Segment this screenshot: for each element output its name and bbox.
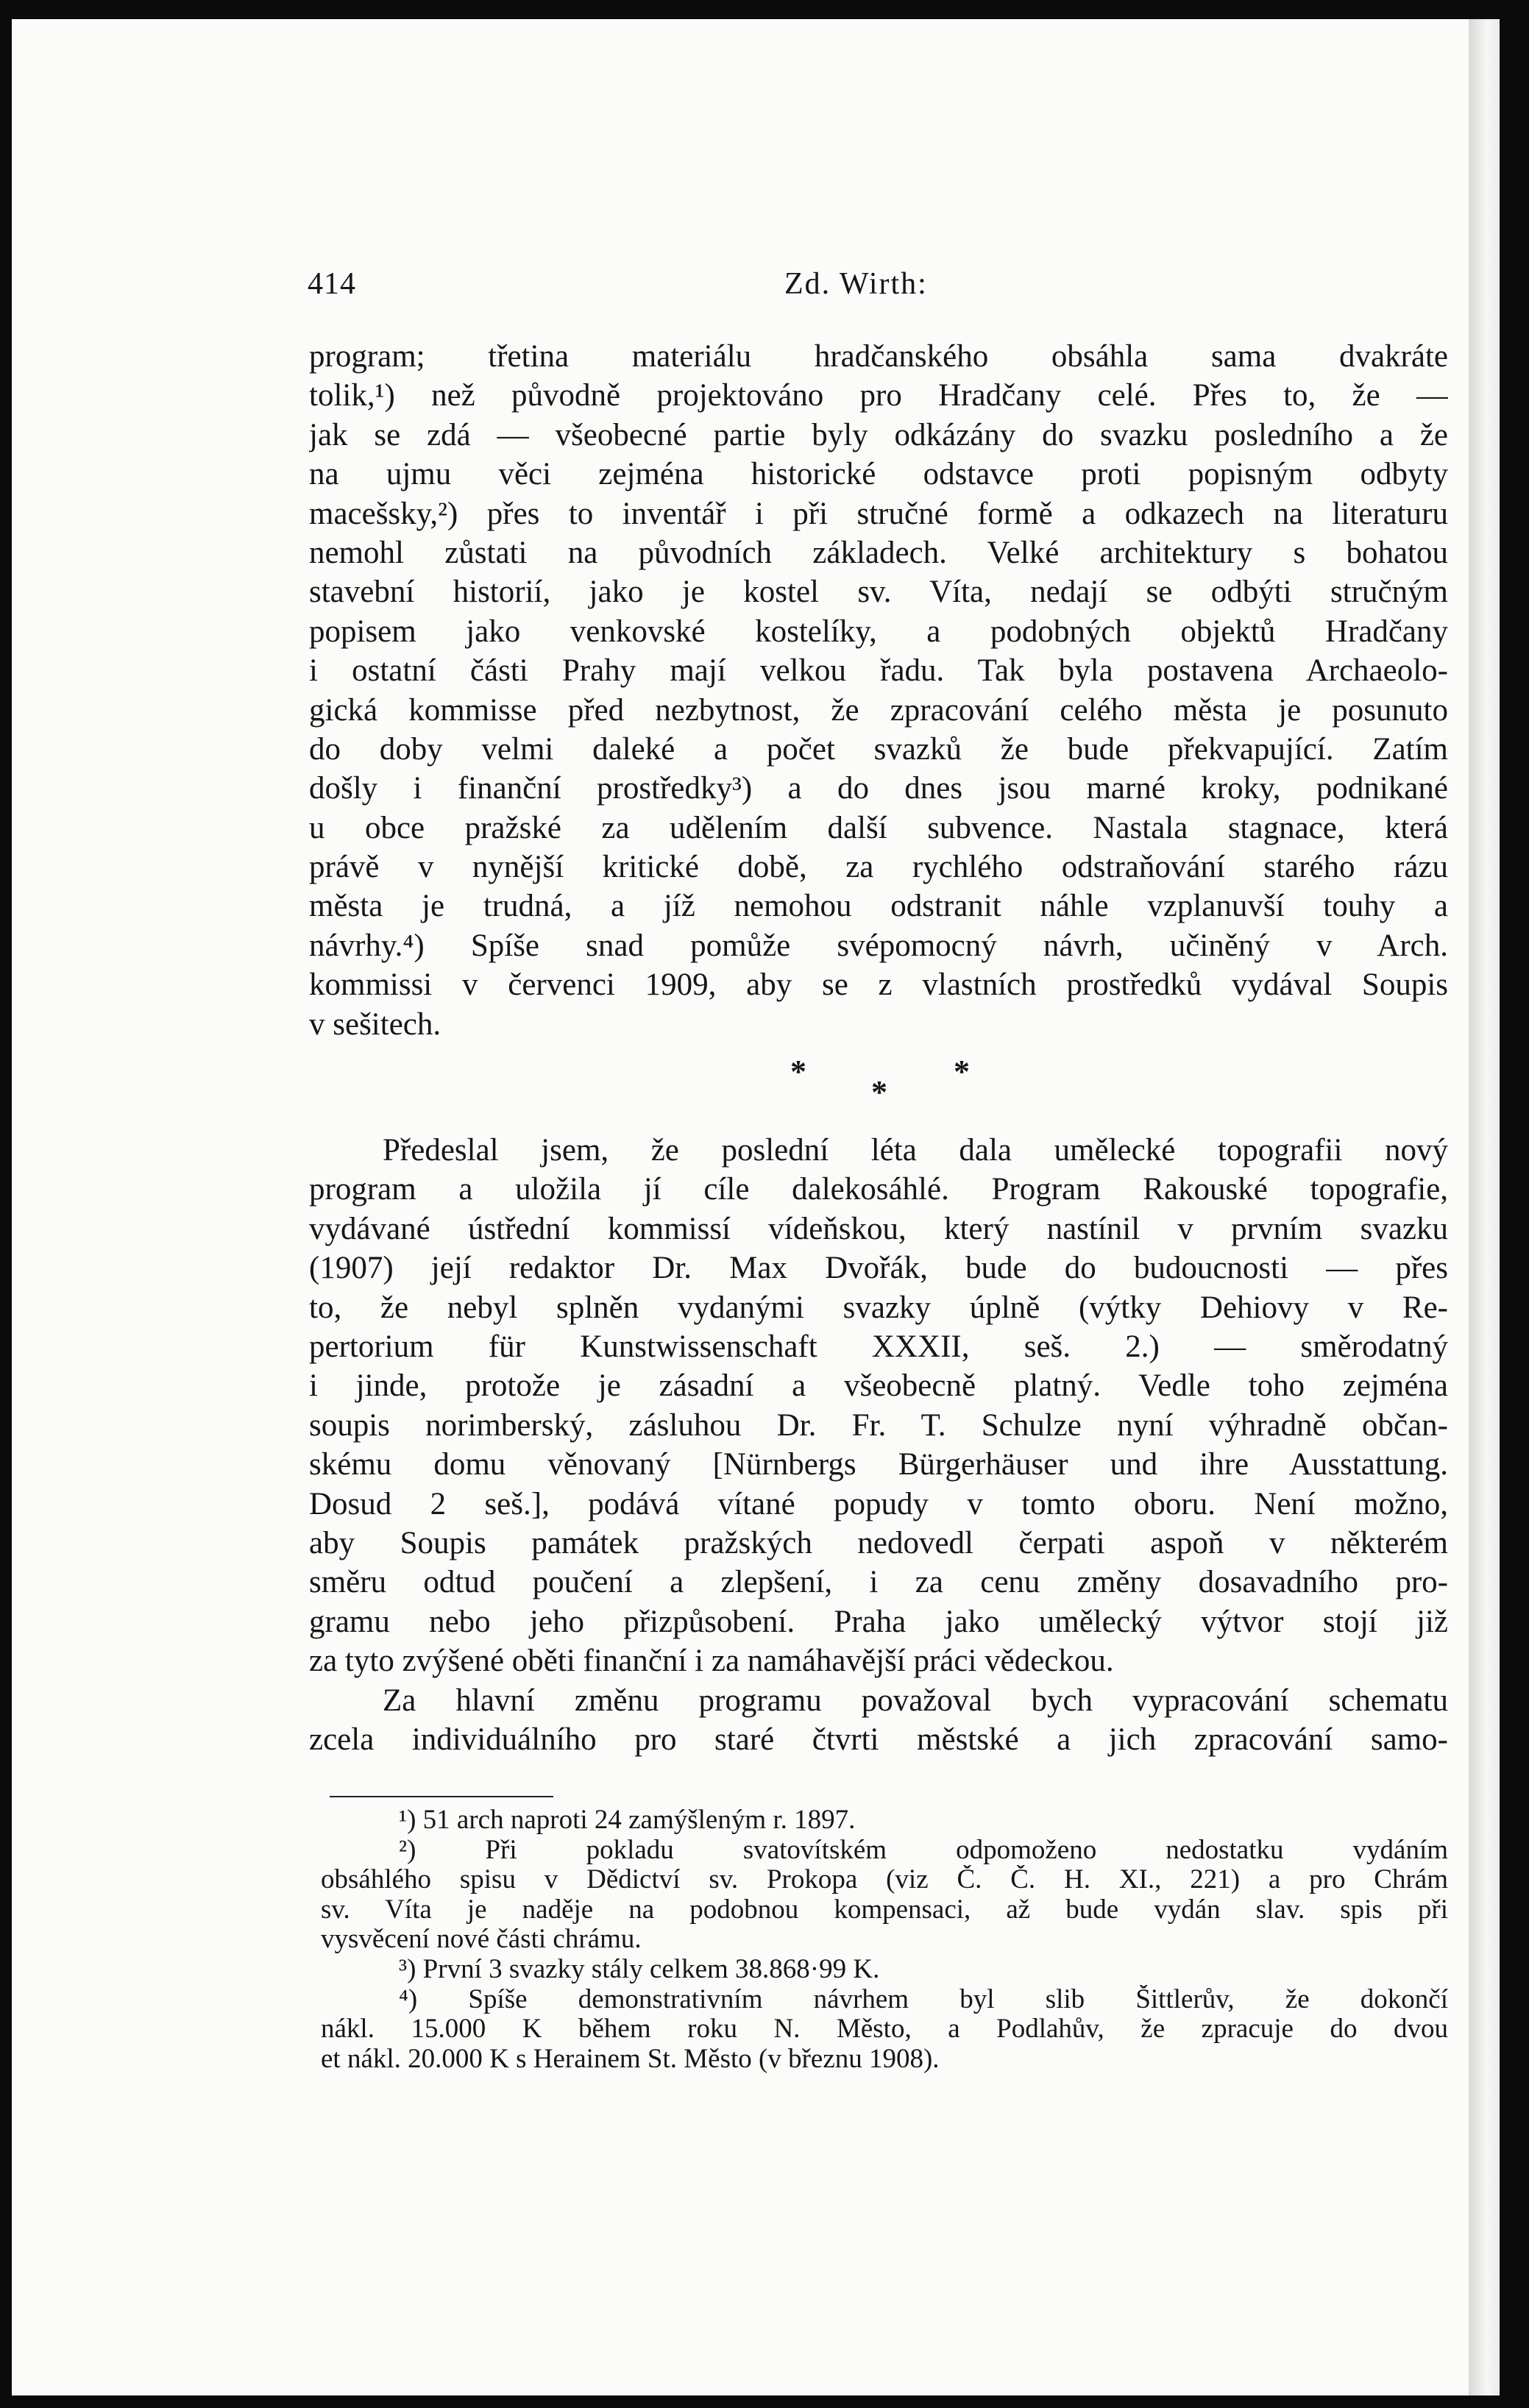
footnote-line: ¹) 51 arch naproti 24 zamýšleným r. 1897. bbox=[399, 1805, 856, 1835]
asterisk: * bbox=[790, 1054, 806, 1090]
text-line: popisem jako venkovské kostelíky, a podobných objektů Hradčany bbox=[309, 614, 1448, 649]
asterisk: * bbox=[871, 1074, 887, 1111]
text-line: gramu nebo jeho přizpůsobení. Praha jako umělecký výtvor stojí již bbox=[309, 1604, 1448, 1639]
footnote-line: ²) Při pokladu svatovítském odpomoženo nedostatku vydáním bbox=[399, 1835, 1448, 1865]
page-edge bbox=[1469, 19, 1500, 2395]
text-line: to, že nebyl splněn vydanými svazky úplně (výtky Dehiovy v Re- bbox=[309, 1290, 1448, 1325]
text-line: (1907) její redaktor Dr. Max Dvořák, bude do budoucnosti — přes bbox=[309, 1251, 1448, 1286]
text-line: návrhy.⁴) Spíše snad pomůže svépomocný návrh, učiněný v Arch. bbox=[309, 928, 1448, 963]
text-line: došly i finanční prostředky³) a do dnes jsou marné kroky, podnikané bbox=[309, 771, 1448, 806]
text-line: tolik,¹) než původně projektováno pro Hradčany celé. Přes to, že — bbox=[309, 378, 1448, 413]
text-line: pertorium für Kunstwissenschaft XXXII, seš. 2.) — směrodatný bbox=[309, 1329, 1448, 1364]
text-line: aby Soupis památek pražských nedovedl čerpati aspoň v některém bbox=[309, 1525, 1448, 1560]
page-header bbox=[12, 266, 1500, 310]
text-line: vydávané ústřední kommissí vídeňskou, který nastínil v prvním svazku bbox=[309, 1211, 1448, 1246]
page-number: 414 bbox=[308, 267, 356, 301]
footnote-line: ⁴) Spíše demonstrativním návrhem byl slib Šittlerův, že dokončí bbox=[399, 1984, 1448, 2014]
text-line: jak se zdá — všeobecné partie byly odkázány do svazku posledního a že bbox=[309, 417, 1448, 452]
text-line: program; třetina materiálu hradčanského obsáhla sama dvakráte bbox=[309, 339, 1448, 374]
text-line: kommissi v červenci 1909, aby se z vlastních prostředků vydával Soupis bbox=[309, 967, 1448, 1003]
footnotes bbox=[321, 1805, 1448, 2074]
text-line: Za hlavní změnu programu považoval bych vypracování schematu bbox=[383, 1683, 1448, 1718]
text-line: stavební historií, jako je kostel sv. Víta, nedají se odbýti stručným bbox=[309, 575, 1448, 610]
text-line: program a uložila jí cíle dalekosáhlé. Program Rakouské topografie, bbox=[309, 1172, 1448, 1207]
footnote-rule bbox=[330, 1796, 553, 1797]
text-line: na ujmu věci zejména historické odstavce proti popisným odbyty bbox=[309, 457, 1448, 492]
footnote-line: sv. Víta je naděje na podobnou kompensaci, až bude vydán slav. spis při bbox=[321, 1894, 1448, 1925]
asterisk: * bbox=[954, 1054, 970, 1090]
footnote-line: ³) První 3 svazky stály celkem 38.868·99 K. bbox=[399, 1954, 880, 1984]
text-line: města je trudná, a jíž nemohou odstranit náhle vzplanuvší touhy a bbox=[309, 889, 1448, 924]
text-line: i ostatní části Prahy mají velkou řadu. Tak byla postavena Archaeolo- bbox=[309, 653, 1448, 689]
footnote-line: nákl. 15.000 K během roku N. Město, a Podlahův, že zpracuje do dvou bbox=[321, 2014, 1448, 2045]
text-line: právě v nynější kritické době, za rychlého odstraňování starého rázu bbox=[309, 850, 1448, 885]
text-line: Dosud 2 seš.], podává vítané popudy v tomto oboru. Není možno, bbox=[309, 1486, 1448, 1521]
footnote-line: et nákl. 20.000 K s Herainem St. Město (v březnu 1908). bbox=[321, 2044, 940, 2074]
text-line: gická kommisse před nezbytnost, že zpracování celého města je posunuto bbox=[309, 692, 1448, 728]
text-line: i jinde, protože je zásadní a všeobecně platný. Vedle toho zejména bbox=[309, 1368, 1448, 1404]
text-line: v sešitech. bbox=[309, 1006, 441, 1042]
text-line: skému domu věnovaný [Nürnbergs Bürgerhäuser und ihre Ausstattung. bbox=[309, 1447, 1448, 1482]
text-line: soupis norimberský, zásluhou Dr. Fr. T. Schulze nyní výhradně občan- bbox=[309, 1407, 1448, 1443]
text-line: do doby velmi daleké a počet svazků že bude překvapující. Zatím bbox=[309, 731, 1448, 767]
text-line: zcela individuálního pro staré čtvrti městské a jich zpracování samo- bbox=[309, 1722, 1448, 1757]
body-text bbox=[309, 337, 1448, 1759]
text-line: za tyto zvýšené oběti finanční i za namáhavější práci vědeckou. bbox=[309, 1644, 1114, 1679]
section-divider bbox=[309, 1044, 1448, 1131]
footnote-line: obsáhlého spisu v Dědictví sv. Prokopa (viz Č. Č. H. XI., 221) a pro Chrám bbox=[321, 1865, 1448, 1895]
footnote-line: vysvěcení nové části chrámu. bbox=[321, 1925, 642, 1955]
text-line: Předeslal jsem, že poslední léta dala umělecké topografii nový bbox=[383, 1133, 1448, 1168]
running-head: Zd. Wirth: bbox=[784, 267, 928, 301]
text-line: u obce pražské za udělením další subvence. Nastala stagnace, která bbox=[309, 810, 1448, 845]
text-line: směru odtud poučení a zlepšení, i za cenu změny dosavadního pro- bbox=[309, 1565, 1448, 1600]
text-line: nemohl zůstati na původních základech. Velké architektury s bohatou bbox=[309, 535, 1448, 570]
text-line: macešsky,²) přes to inventář i při stručné formě a odkazech na literaturu bbox=[309, 496, 1448, 531]
document-page bbox=[12, 19, 1500, 2395]
